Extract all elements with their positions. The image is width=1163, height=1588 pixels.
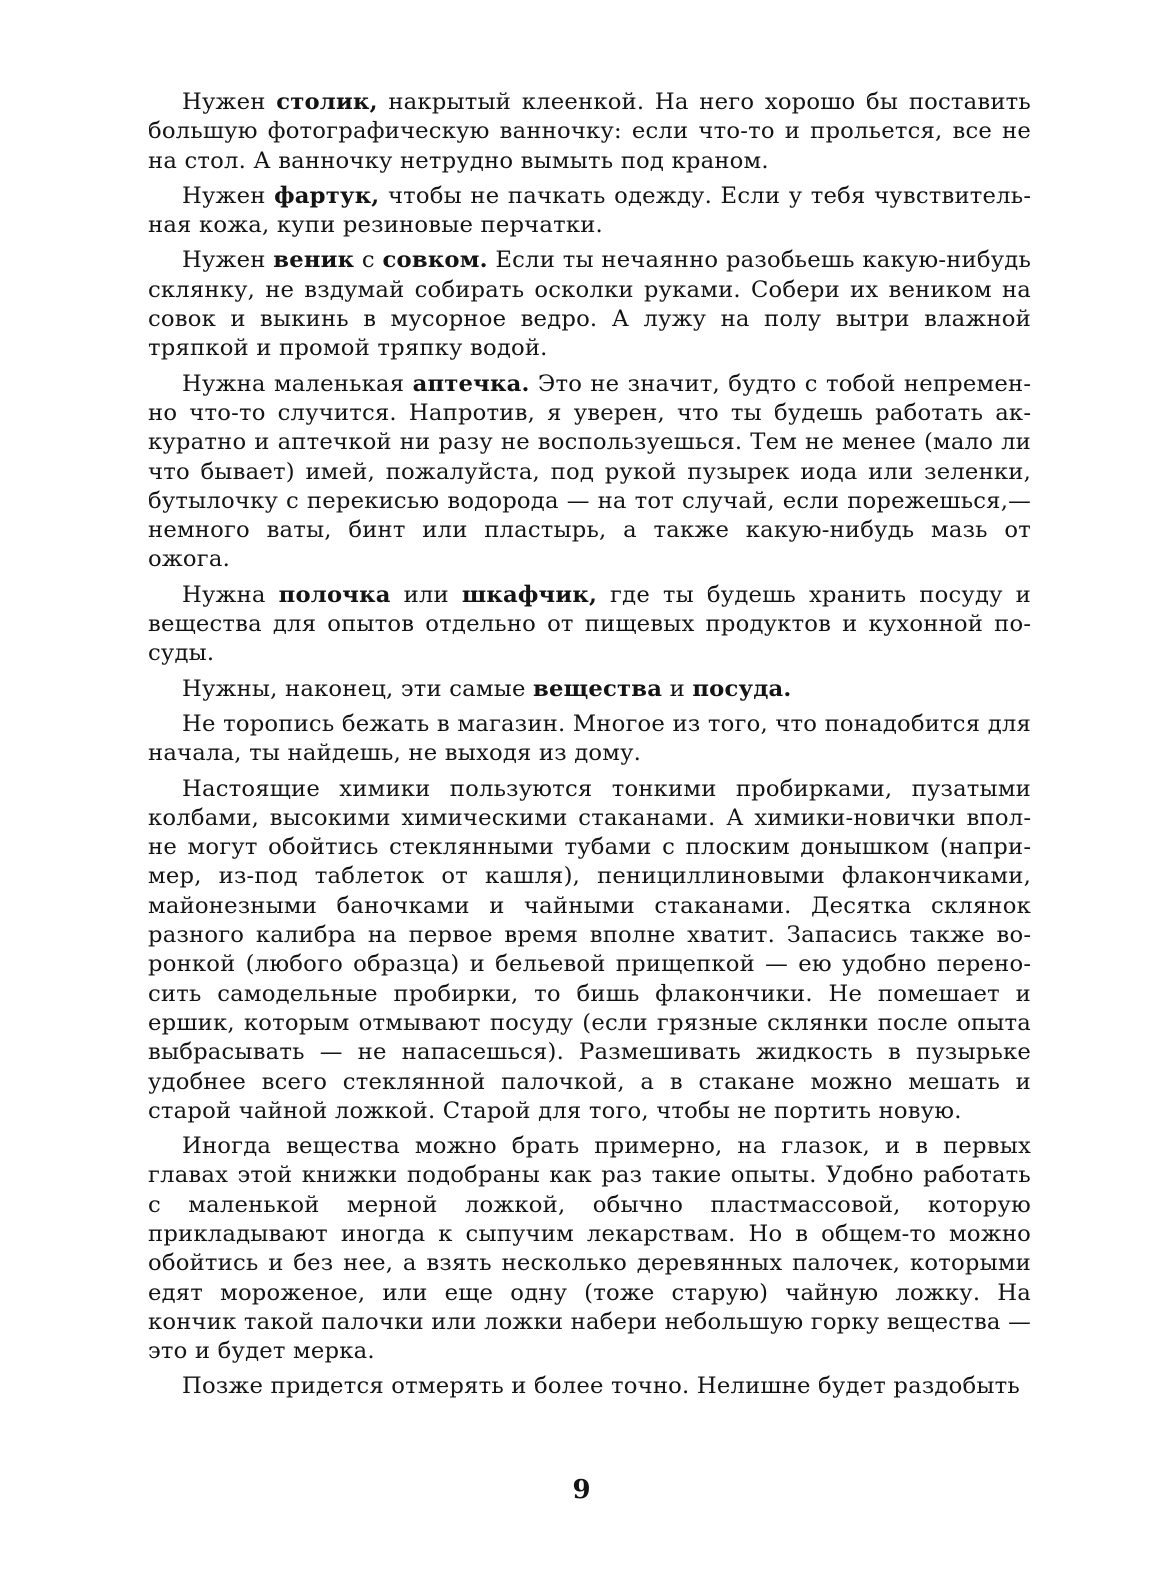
bold-term: фартук, xyxy=(274,182,380,209)
text-run: где ты будешь хранить посуду и вещества для опытов отдельно от пищевых продуктов и кухонной посуды. xyxy=(148,581,1031,667)
text-run: Нужна xyxy=(182,581,279,608)
text-run: и xyxy=(662,675,693,702)
paragraph xyxy=(148,88,1031,176)
text-run: Это не значит, будто с тобой непременно что-то случится. Напротив, я уверен, что ты будешь работать аккуратно и аптечкой ни разу не воспользуешься. Тем не менее (мало ли что бывает) имей, пожалуйста, под рукой пузырек иода или зеленки, бутылочку с перекисью водорода — на тот случай, если порежешься,— немного ваты, бинт или пластырь, а также какую-нибудь мазь от ожога. xyxy=(148,370,1031,573)
paragraph xyxy=(148,675,1031,704)
bold-term: вещества xyxy=(533,675,663,702)
bold-term: полочка xyxy=(278,581,391,608)
paragraph xyxy=(148,1372,1031,1401)
paragraph xyxy=(148,246,1031,363)
paragraph xyxy=(148,581,1031,669)
paragraph xyxy=(148,182,1031,241)
paragraph xyxy=(148,1132,1031,1366)
text-run: Нужна маленькая xyxy=(182,370,413,397)
text-run: чтобы не пачкать одежду. Если у тебя чувствительная кожа, купи резиновые перчатки. xyxy=(148,182,1031,239)
bold-term: аптечка. xyxy=(412,370,530,397)
page-number: 9 xyxy=(572,1475,591,1505)
paragraph xyxy=(148,710,1031,769)
text-run: Нужен xyxy=(182,89,277,115)
text-run: с xyxy=(354,247,383,274)
text-run: Нужны, наконец, эти самые xyxy=(182,675,534,702)
body-text xyxy=(148,88,1031,1408)
text-run: Позже придется отмерять и более точно. Нелишне будет раздобыть xyxy=(182,1373,1020,1400)
paragraph xyxy=(148,775,1031,1127)
bold-term: совком. xyxy=(382,247,488,274)
bold-term: столик, xyxy=(276,89,378,115)
bold-term: веник xyxy=(273,247,355,274)
text-run: Нужен xyxy=(182,247,274,274)
text-run: Настоящие химики пользуются тонкими пробирками, пузатыми колбами, высокими химическими стаканами. А химики-новички вполне могут обойтись стеклянными тубами с плоским донышком (например, из-под таблеток от кашля), пенициллиновыми флакончиками, майонезными баночками и чайными стаканами. Десятка склянок разного калибра на первое время вполне хватит. Запасись также воронкой (любого образца) и бельевой прищепкой — ею удобно переносить самодельные пробирки, то бишь флакончики. Не помешает и ершик, которым отмывают посуду (если грязные склянки после опыта выбрасывать — не напасешься). Размешивать жидкость в пузырьке удобнее всего стеклянной палочкой, а в стакане можно мешать и старой чайной ложкой. Старой для того, чтобы не портить новую. xyxy=(148,775,1031,1124)
text-run: Не торопись бежать в магазин. Многое из того, что понадобится для начала, ты найдешь, не выходя из дому. xyxy=(148,710,1031,767)
text-run: накрытый клеенкой. На него хорошо бы поставить большую фотографическую ванночку: если что-то и прольется, все не на стол. А ванночку нетрудно вымыть под краном. xyxy=(148,89,1031,174)
bold-term: посуда. xyxy=(692,675,792,702)
text-run: Иногда вещества можно брать примерно, на глазок, и в первых главах этой книжки подобраны как раз такие опыты. Удобно работать с маленькой мерной ложкой, обычно пластмассовой, которую прикладывают иногда к сыпучим лекарствам. Но в общем-то можно обойтись и без нее, а взять несколько деревянных палочек, которыми едят мороженое, или еще одну (тоже старую) чайную ложку. На кончик такой палочки или ложки набери небольшую горку вещества — это и будет мерка. xyxy=(148,1133,1031,1365)
text-run: Если ты нечаянно разобьешь какую-нибудь склянку, не вздумай собирать осколки руками. Собери их веником на совок и выкинь в мусорное ведро. А лужу на полу вытри влажной тряпкой и промой тряпку водой. xyxy=(148,247,1032,362)
text-run: Нужен xyxy=(182,182,275,209)
text-run: или xyxy=(390,581,462,608)
bold-term: шкафчик, xyxy=(461,581,598,608)
paragraph xyxy=(148,370,1031,575)
